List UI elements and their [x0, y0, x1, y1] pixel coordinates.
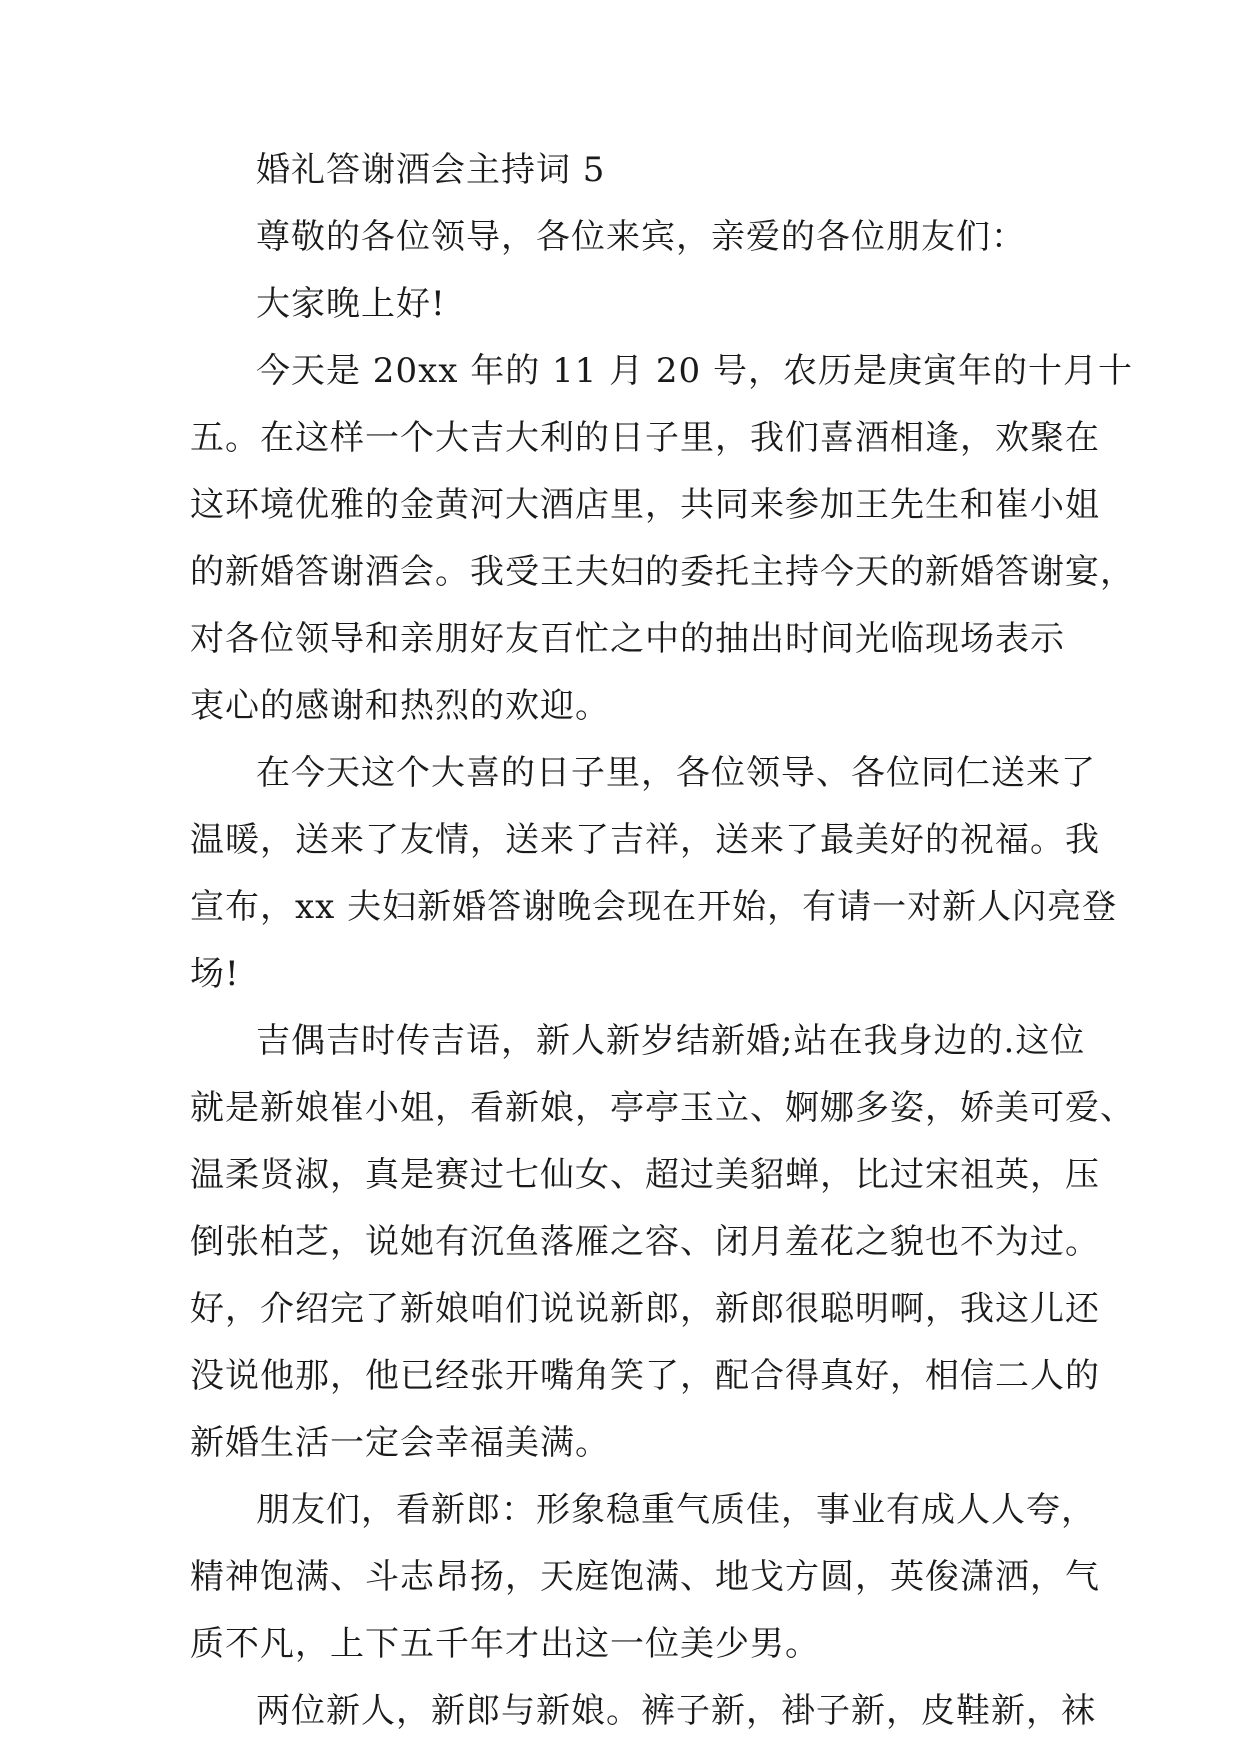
text-line: 好，介绍完了新娘咱们说说新郎，新郎很聪明啊，我这儿还	[190, 1289, 1100, 1329]
text-line: 尊敬的各位领导，各位来宾，亲爱的各位朋友们：	[256, 217, 1026, 257]
text-line: 精神饱满、斗志昂扬，天庭饱满、地戈方圆，英俊潇洒，气	[190, 1557, 1100, 1597]
text-line: 没说他那，他已经张开嘴角笑了，配合得真好，相信二人的	[190, 1356, 1100, 1396]
text-line: 在今天这个大喜的日子里，各位领导、各位同仁送来了	[256, 753, 1096, 793]
text-line: 吉偶吉时传吉语，新人新岁结新婚;站在我身边的.这位	[256, 1021, 1086, 1061]
text-line: 大家晚上好!	[256, 284, 446, 324]
text-line: 温柔贤淑，真是赛过七仙女、超过美貂蝉，比过宋祖英，压	[190, 1155, 1100, 1195]
text-line: 五。在这样一个大吉大利的日子里，我们喜酒相逢，欢聚在	[190, 418, 1100, 458]
text-line: 倒张柏芝，说她有沉鱼落雁之容、闭月羞花之貌也不为过。	[190, 1222, 1100, 1262]
text-line: 对各位领导和亲朋好友百忙之中的抽出时间光临现场表示	[190, 619, 1065, 659]
text-line: 今天是 20xx 年的 11 月 20 号，农历是庚寅年的十月十	[256, 351, 1133, 391]
text-line: 场!	[190, 954, 240, 994]
text-line: 温暖，送来了友情，送来了吉祥，送来了最美好的祝福。我	[190, 820, 1100, 860]
text-line: 新婚生活一定会幸福美满。	[190, 1423, 610, 1463]
text-line: 两位新人，新郎与新娘。裤子新，褂子新，皮鞋新，袜	[256, 1691, 1096, 1731]
text-line: 这环境优雅的金黄河大酒店里，共同来参加王先生和崔小姐	[190, 485, 1100, 525]
document-title: 婚礼答谢酒会主持词 5	[256, 150, 606, 190]
text-line: 朋友们，看新郎：形象稳重气质佳，事业有成人人夸，	[256, 1490, 1096, 1530]
text-line: 就是新娘崔小姐，看新娘，亭亭玉立、婀娜多姿，娇美可爱、	[190, 1088, 1135, 1128]
text-line: 的新婚答谢酒会。我受王夫妇的委托主持今天的新婚答谢宴，	[190, 552, 1135, 592]
text-line: 宣布，xx 夫妇新婚答谢晚会现在开始，有请一对新人闪亮登	[190, 887, 1118, 927]
text-line: 质不凡，上下五千年才出这一位美少男。	[190, 1624, 820, 1664]
text-line: 衷心的感谢和热烈的欢迎。	[190, 686, 610, 726]
